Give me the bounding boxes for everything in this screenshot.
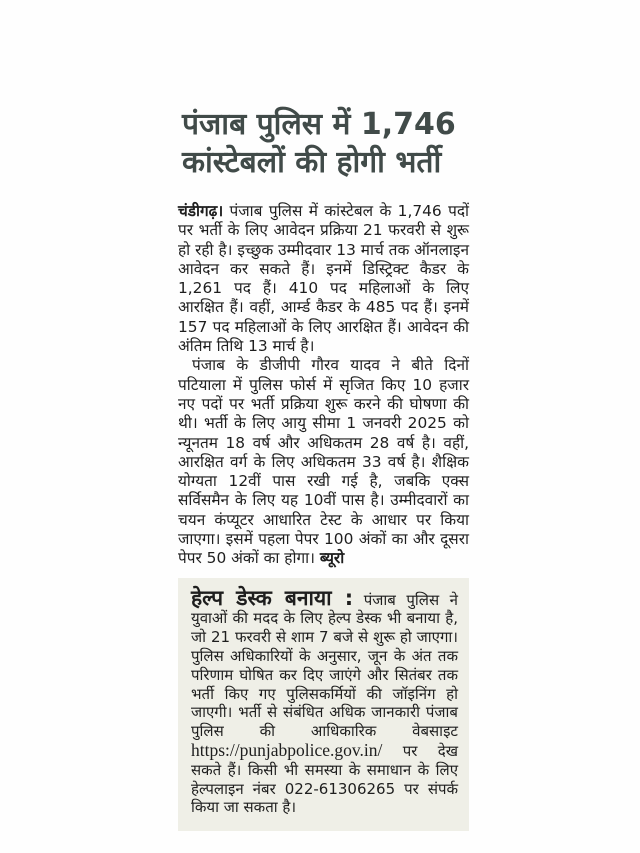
paragraph-1-text: पंजाब पुलिस में कांस्टेबल के 1,746 पदों पर भर्ती के लिए आवेदन प्रक्रिया 21 फरवरी से शुरू हो रही है। इच्छुक उम्मीदवार 13 मार्च तक ऑनलाइन आवेदन कर सकते हैं। इनमें डिस्ट्रिक्ट कैडर के 1,261 पद हैं। 410 पद महिलाओं के लिए आरक्षित हैं। वहीं, आर्म्ड कैडर के 485 पद हैं। इनमें 157 पद महिलाओं के लिए आरक्षित हैं। आवेदन की अंतिम तिथि 13 मार्च है। xyxy=(178,202,469,356)
headline-line-2: कांस्टेबलों की होगी भर्ती xyxy=(182,145,442,180)
helpline-number: 022-61306265 xyxy=(284,779,396,798)
paragraph-2-text: पंजाब के डीजीपी गौरव यादव ने बीते दिनों पटियाला में पुलिस फोर्स में सृजित किए 10 हजार नए पदों पर भर्ती प्रक्रिया शुरू करने की घोषणा की थी। भर्ती के लिए आयु सीमा 1 जनवरी 2025 को न्यूनतम 18 वर्ष और अधिकतम 28 वर्ष है। वहीं, आरक्षित वर्ग के लिए अधिकतम 33 वर्ष है। शैक्षिक योग्यता 12वीं पास रखी गई है, जबकि एक्स सर्विसमैन के लिए यह 10वीं पास है। उम्मीदवारों का चयन कंप्यूटर आधारित टेस्ट के आधार पर किया जाएगा। इसमें पहला पेपर 100 अंकों का और दूसरा पेपर 50 अंकों का होगा। xyxy=(178,356,469,568)
byline: ब्यूरो xyxy=(319,549,345,568)
helpdesk-text-before-url: पंजाब पुलिस ने युवाओं की मदद के लिए हेल्प डेस्क भी बनाया है, जो 21 फरवरी से शाम 7 बजे से शुरू हो जाएगा। पुलिस अधिकारियों के अनुसार, जून के अंत तक परिणाम घोषित कर दिए जाएंगे और सितंबर तक भर्ती किए गए पुलिसकर्मियों की जॉइनिंग हो जाएगी। भर्ती से संबंधित अधिक जानकारी पंजाब पुलिस की आधिकारिक वेबसाइट xyxy=(191,590,458,741)
headline-line-1: पंजाब पुलिस में 1,746 xyxy=(182,107,456,142)
article-paragraph-1 xyxy=(178,202,469,356)
news-article xyxy=(178,106,469,831)
helpdesk-website-url: https://punjabpolice.gov.in/ xyxy=(191,740,383,761)
dateline: चंडीगढ़। xyxy=(178,202,224,220)
article-paragraph-2 xyxy=(178,356,469,568)
helpdesk-text xyxy=(191,585,458,818)
helpdesk-box xyxy=(178,578,469,832)
article-headline xyxy=(182,106,469,182)
helpdesk-heading: हेल्प डेस्क बनाया : xyxy=(191,585,354,610)
helpdesk-text-after-url: पर देख सकते हैं। किसी भी समस्या के समाधान के लिए हेल्पलाइन नंबर xyxy=(191,742,458,798)
helpdesk-text-end: पर संपर्क किया जा सकता है। xyxy=(191,779,458,817)
article-body xyxy=(178,202,469,569)
